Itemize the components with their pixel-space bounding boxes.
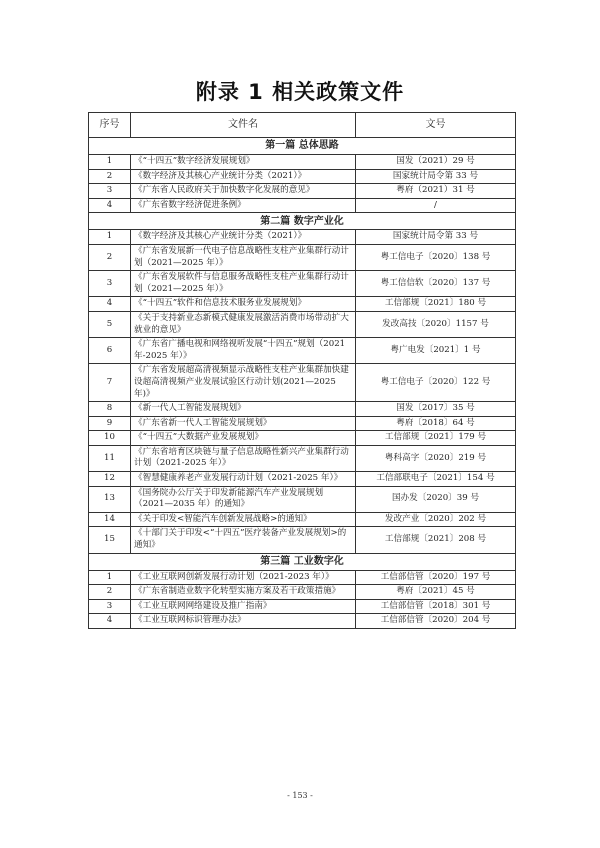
document-name: 《关于支持新业态新模式健康发展激活消费市场带动扩大就业的意见》 [131,311,356,337]
table-row [89,599,516,614]
row-number: 2 [89,585,131,600]
document-ref: / [356,198,516,213]
row-number: 1 [89,230,131,245]
row-number: 6 [89,338,131,364]
document-name: 《广东省数字经济促进条例》 [131,198,356,213]
header-name: 文件名 [131,113,356,138]
document-ref: 工信部信管〔2018〕301 号 [356,599,516,614]
document-ref: 工信部规〔2021〕179 号 [356,431,516,446]
document-name: 《广东省发展软件与信息服务战略性支柱产业集群行动计划（2021—2025 年）》 [131,271,356,297]
row-number: 5 [89,311,131,337]
table-row [89,364,516,402]
table-row [89,169,516,184]
row-number: 4 [89,614,131,629]
row-number: 14 [89,512,131,527]
row-number: 3 [89,271,131,297]
row-number: 7 [89,364,131,402]
row-number: 13 [89,486,131,512]
section-title: 第二篇 数字产业化 [89,213,516,230]
document-name: 《广东省新一代人工智能发展规划》 [131,416,356,431]
document-name: 《广东省广播电视和网络视听发展“十四五”规划（2021 年-2025 年）》 [131,338,356,364]
page-title: 附录 1 相关政策文件 [195,80,405,104]
row-number: 3 [89,599,131,614]
table-row [89,585,516,600]
row-number: 3 [89,184,131,199]
document-name: 《新一代人工智能发展规划》 [131,402,356,417]
document-ref: 国家统计局令第 33 号 [356,169,516,184]
table-row [89,155,516,170]
document-ref: 粤工信电子〔2020〕138 号 [356,244,516,270]
row-number: 10 [89,431,131,446]
document-ref: 粤工信电子〔2020〕122 号 [356,364,516,402]
table-row [89,244,516,270]
table-row [89,184,516,199]
table-row [89,445,516,471]
table-row [89,297,516,312]
row-number: 12 [89,472,131,487]
table-row [89,230,516,245]
table-row [89,198,516,213]
document-ref: 国办发〔2020〕39 号 [356,486,516,512]
document-name: 《广东省制造业数字化转型实施方案及若干政策措施》 [131,585,356,600]
row-number: 4 [89,297,131,312]
table-row [89,338,516,364]
document-ref: 工信部信管〔2020〕197 号 [356,570,516,585]
row-number: 2 [89,244,131,270]
document-name: 《智慧健康养老产业发展行动计划（2021-2025 年）》 [131,472,356,487]
document-name: 《广东省发展超高清视频显示战略性支柱产业集群加快建设超高清视频产业发展试验区行动计划(2021—2025 年)》 [131,364,356,402]
document-ref: 粤广电发〔2021〕1 号 [356,338,516,364]
document-ref: 粤府〔2021〕45 号 [356,585,516,600]
row-number: 1 [89,570,131,585]
table-row [89,431,516,446]
section-title: 第三篇 工业数字化 [89,553,516,570]
table-body [89,138,516,629]
policy-table [88,112,516,629]
document-name: 《广东省培育区块链与量子信息战略性新兴产业集群行动计划（2021-2025 年）》 [131,445,356,471]
header-num: 序号 [89,113,131,138]
document-name: 《十部门关于印发<“十四五”医疗装备产业发展规划>的通知》 [131,527,356,553]
document-name: 《数字经济及其核心产业统计分类（2021）》 [131,230,356,245]
table-row [89,416,516,431]
table-row [89,570,516,585]
document-name: 《广东省发展新一代电子信息战略性支柱产业集群行动计划（2021—2025 年）》 [131,244,356,270]
section-header-row [89,138,516,155]
document-ref: 工信部规〔2021〕180 号 [356,297,516,312]
document-name: 《工业互联网网络建设及推广指南》 [131,599,356,614]
document-ref: 工信部规〔2021〕208 号 [356,527,516,553]
document-ref: 发改高技〔2020〕1157 号 [356,311,516,337]
document-ref: 发改产业〔2020〕202 号 [356,512,516,527]
document-ref: 国发（2021）29 号 [356,155,516,170]
row-number: 4 [89,198,131,213]
header-ref: 文号 [356,113,516,138]
row-number: 9 [89,416,131,431]
row-number: 8 [89,402,131,417]
row-number: 2 [89,169,131,184]
row-number: 15 [89,527,131,553]
document-ref: 粤府（2021）31 号 [356,184,516,199]
table-row [89,271,516,297]
document-ref: 粤科高字〔2020〕219 号 [356,445,516,471]
document-ref: 国家统计局令第 33 号 [356,230,516,245]
document-name: 《工业互联网创新发展行动计划（2021-2023 年）》 [131,570,356,585]
document-name: 《国务院办公厅关于印发新能源汽车产业发展规划（2021—2035 年）的通知》 [131,486,356,512]
table-row [89,472,516,487]
document-name: 《关于印发<智能汽车创新发展战略>的通知》 [131,512,356,527]
table-row [89,402,516,417]
section-header-row [89,553,516,570]
row-number: 1 [89,155,131,170]
document-ref: 国发〔2017〕35 号 [356,402,516,417]
document-ref: 工信部联电子〔2021〕154 号 [356,472,516,487]
table-row [89,512,516,527]
document-name: 《工业互联网标识管理办法》 [131,614,356,629]
document-ref: 工信部信管〔2020〕204 号 [356,614,516,629]
table-row [89,527,516,553]
document-ref: 粤府〔2018〕64 号 [356,416,516,431]
table-header [89,113,516,138]
page-number: - 153 - [287,791,313,800]
section-header-row [89,213,516,230]
document-name: 《“十四五”大数据产业发展规划》 [131,431,356,446]
section-title: 第一篇 总体思路 [89,138,516,155]
table-row [89,486,516,512]
table-row [89,614,516,629]
document-name: 《“十四五”软件和信息技术服务业发展规划》 [131,297,356,312]
table-row [89,311,516,337]
document-name: 《数字经济及其核心产业统计分类（2021）》 [131,169,356,184]
row-number: 11 [89,445,131,471]
document-name: 《“十四五”数字经济发展规划》 [131,155,356,170]
document-ref: 粤工信信软〔2020〕137 号 [356,271,516,297]
document-name: 《广东省人民政府关于加快数字化发展的意见》 [131,184,356,199]
